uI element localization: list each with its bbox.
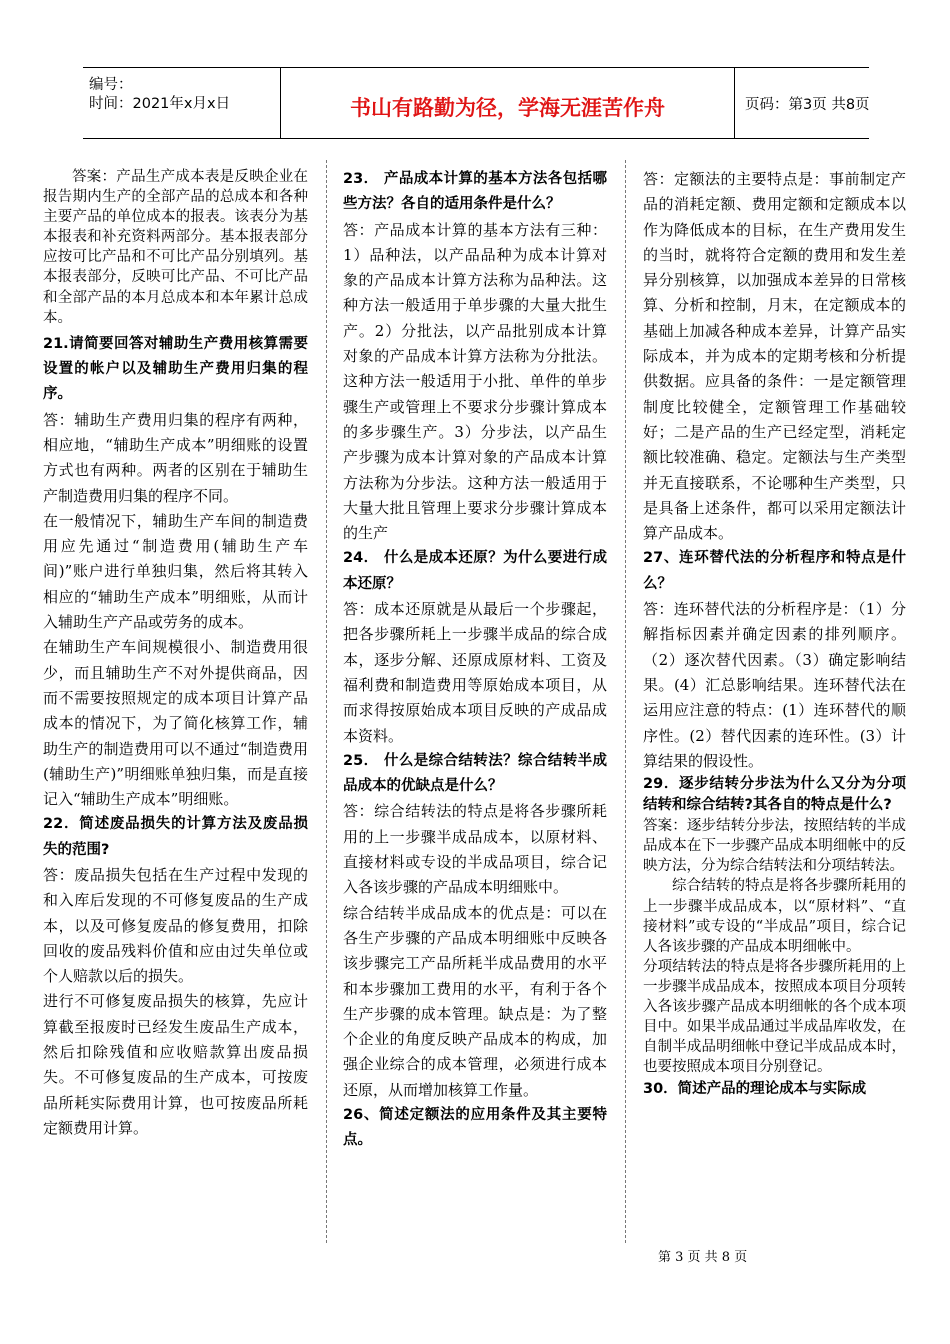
header-motto: 书山有路勤为径，学海无涯苦作舟 — [350, 96, 665, 120]
question-29: 29．逐步结转分步法为什么又分为分项结转和综合结转?其各自的特点是什么? — [643, 776, 906, 814]
left-column — [43, 167, 308, 1141]
question-25: 25． 什么是综合结转法？综合结转半成品成本的优缺点是什么？ — [343, 752, 607, 795]
page-header — [83, 67, 869, 139]
answer-paragraph: 答：成本还原就是从最后一个步骤起，把各步骤所耗上一步骤半成品的综合成本，逐步分解、还原成原材料、工资及福利费和制造费用等原始成本项目，从而求得按原始成本项目反映的产成品成本资料。 — [343, 600, 607, 745]
answer-paragraph: 综合结转半成品成本的优点是：可以在各生产步骤的产品成本明细账中反映各该步骤完工产品所耗半成品费用的水平和本步骤加工费用的水平，有利于各个生产步骤的成本管理。缺点是：为了整个企业的角度反映产品成本的构成，加强企业综合的成本管理，必须进行成本还原，从而增加核算工作量。 — [343, 903, 607, 1099]
right-column — [643, 167, 906, 1103]
column-divider — [625, 160, 626, 1243]
answer-paragraph: 进行不可修复废品损失的核算，先应计算截至报废时已经发生废品生产成本，然后扣除残值和应收赔款算出废品损失。不可修复废品的生产成本，可按废品所耗实际费用计算，也可按废品所耗定额费用计算。 — [43, 992, 308, 1137]
document-number: 编号： — [89, 77, 133, 93]
question-30: 30．简述产品的理论成本与实际成 — [643, 1081, 867, 1098]
question-23: 23． 产品成本计算的基本方法各包括哪些方法？各自的适用条件是什么？ — [343, 171, 607, 213]
answer-paragraph: 答案：产品生产成本表是反映企业在报告期内生产的全部产品的总成本和各种主要产品的单位成本的报表。该表分为基本报表和补充资料两部分。基本报表部分应按可比产品和不可比产品分别填列。基本报表部分，反映可比产品、不可比产品和全部产品的本月总成本和本年累计总成本。 — [43, 169, 308, 326]
header-page-number: 页码：第3页 共8页 — [745, 97, 870, 113]
page-footer: 第 3 页 共 8 页 — [658, 1250, 748, 1265]
answer-paragraph: 答：产品成本计算的基本方法有三种：1）品种法，以产品品种为成本计算对象的产品成本计算方法称为品种法。这种方法一般适用于单步骤的大量大批生产。2）分批法，以产品批别成本计算对象的产品成本计算方法称为分批法。这种方法一般适用于小批、单件的单步骤生产或管理上不要求分步骤计算成本的多步骤生产。3）分步法，以产品生产步骤为成本计算对象的产品成本计算方法称为分步法。这种方法一般适用于大量大批且管理上要求分步骤计算成本的生产 — [343, 220, 607, 543]
answer-paragraph: 答：定额法的主要特点是：事前制定产品的消耗定额、费用定额和定额成本以作为降低成本的目标，在生产费用发生的当时，就将符合定额的费用和发生差异分别核算，以加强成本差异的日常核算、分析和控制，月末，在定额成本的基础上加减各种成本差异，计算产品实际成本，并为成本的定期考核和分析提供数据。应具备的条件：一是定额管理制度比较健全，定额管理工作基础较好；二是产品的生产已经定型，消耗定额比较准确、稳定。定额法与生产类型并无直接联系，不论哪种生产类型，只是具备上述条件，都可以采用定额法计算产品成本。 — [643, 170, 906, 543]
answer-paragraph: 答案：逐步结转分步法，按照结转的半成品成本在下一步骤产品成本明细帐中的反映方法，分为综合结转法和分项结转法。 — [643, 818, 906, 875]
answer-paragraph: 答：辅助生产费用归集的程序有两种，相应地，“辅助生产成本”明细账的设置方式也有两种。两者的区别在于辅助生产制造费用归集的程序不同。 — [43, 410, 308, 505]
question-27: 27、连环替代法的分析程序和特点是什么？ — [643, 550, 906, 592]
header-page-cell — [735, 68, 869, 138]
answer-paragraph: 分项结转法的特点是将各步骤所耗用的上一步骤半成品成本，按照成本项目分项转入各该步骤产品成本明细帐的各个成本项目中。如果半成品通过半成品库收发，在自制半成品明细帐中登记半成品成本时，也要按照成本项目分别登记。 — [643, 958, 906, 1076]
document-date: 时间：2021年x月x日 — [89, 96, 231, 112]
question-26: 26、简述定额法的应用条件及其主要特点。 — [343, 1106, 607, 1149]
answer-paragraph: 答：连环替代法的分析程序是：（1）分解指标因素并确定因素的排列顺序。（2）逐次替代因素。（3）确定影响结果。(4）汇总影响结果。连环替代法在运用应注意的特点：(1）连环替代的顺序性。(2）替代因素的连环性。(3）计算结果的假设性。 — [643, 600, 906, 770]
answer-paragraph: 答：废品损失包括在生产过程中发现的和入库后发现的不可修复废品的生产成本，以及可修复废品的修复费用，扣除回收的废品残料价值和应由过失单位或个人赔款以后的损失。 — [43, 865, 308, 986]
answer-paragraph: 在辅助生产车间规模很小、制造费用很少，而且辅助生产不对外提供商品，因而不需要按照规定的成本项目计算产品成本的情况下，为了简化核算工作，辅助生产的制造费用可以不通过“制造费用(辅助生产)”明细账单独归集，而是直接记入“辅助生产成本”明细账。 — [43, 638, 308, 809]
question-22: 22．简述废品损失的计算方法及废品损失的范围? — [43, 816, 308, 858]
question-24: 24． 什么是成本还原？为什么要进行成本还原？ — [343, 550, 607, 592]
header-motto-cell — [281, 68, 735, 138]
answer-paragraph: 答：综合结转法的特点是将各步骤所耗用的上一步骤半成品成本，以原材料、直接材料或专设的半成品项目，综合记入各该步骤的产品成本明细账中。 — [343, 802, 607, 897]
answer-paragraph: 综合结转的特点是将各步骤所耗用的上一步骤半成品成本，以“原材料”、“直接材料”或专设的“半成品”项目，综合记人各该步骤的产品成本明细帐中。 — [643, 878, 906, 955]
header-info-cell — [83, 68, 281, 138]
middle-column — [343, 167, 607, 1154]
answer-paragraph: 在一般情况下，辅助生产车间的制造费用应先通过“制造费用(辅助生产车间)”账户进行单独归集，然后将其转入相应的“辅助生产成本”明细账，从而计入辅助生产产品或劳务的成本。 — [43, 511, 308, 632]
column-divider — [326, 160, 327, 1243]
question-21: 21.请简要回答对辅助生产费用核算需要设置的帐户以及辅助生产费用归集的程序。 — [43, 335, 308, 403]
